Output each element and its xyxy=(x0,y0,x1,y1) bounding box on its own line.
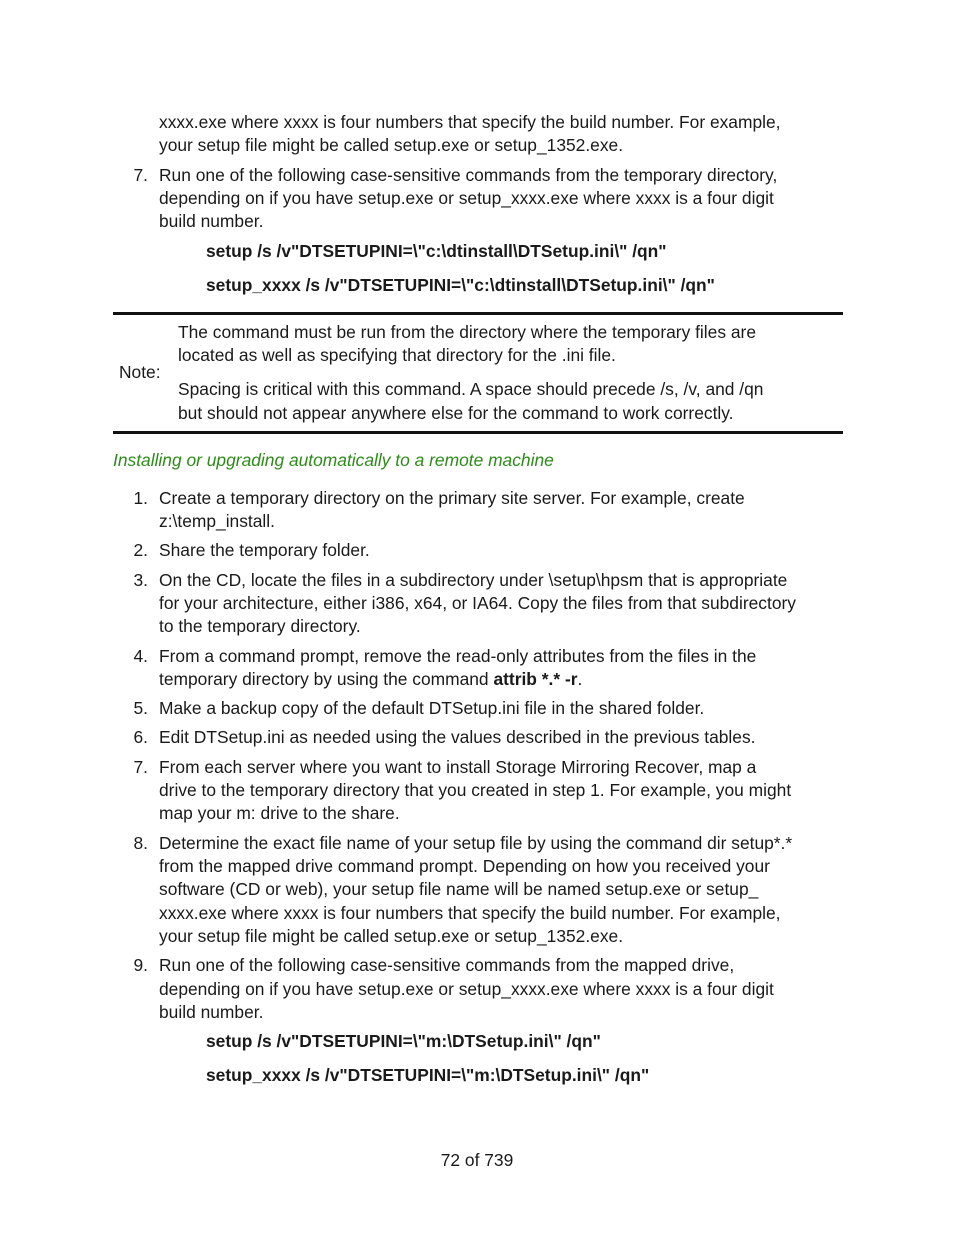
step-text-line: map your m: drive to the share. xyxy=(159,803,400,823)
note-text-line: located as well as specifying that directory for the .ini file. xyxy=(178,345,616,365)
step-text-line: build number. xyxy=(159,1002,264,1022)
step-text-line: Share the temporary folder. xyxy=(159,540,370,560)
note-text-line: Spacing is critical with this command. A space should precede /s, /v, and /qn xyxy=(178,379,764,399)
note-text-line: The command must be run from the directory where the temporary files are xyxy=(178,322,756,342)
step-text-line: your setup file might be called setup.exe or setup_1352.exe. xyxy=(159,926,624,946)
step-text-line: to the temporary directory. xyxy=(159,616,361,636)
step-text-line: build number. xyxy=(159,211,264,231)
step-text-line: On the CD, locate the files in a subdirectory under \setup\hpsm that is appropriate xyxy=(159,570,788,590)
page-number: 72 of 739 xyxy=(440,1150,514,1170)
step-text-line: Run one of the following case-sensitive commands from the temporary directory, xyxy=(159,165,778,185)
step-text-line: xxxx.exe where xxxx is four numbers that specify the build number. For example, xyxy=(159,903,781,923)
step-text-line xyxy=(159,668,582,691)
step-text-line: software (CD or web), your setup file name will be named setup.exe or setup_ xyxy=(159,879,759,899)
step-text-line: Create a temporary directory on the primary site server. For example, create xyxy=(159,488,745,508)
step-text-line: Make a backup copy of the default DTSetup.ini file in the shared folder. xyxy=(159,698,705,718)
step-number: 7. xyxy=(133,165,148,185)
intro-line: your setup file might be called setup.exe or setup_1352.exe. xyxy=(159,135,624,155)
step-text-segment: temporary directory by using the command xyxy=(159,669,494,689)
step-text-line: Run one of the following case-sensitive commands from the mapped drive, xyxy=(159,955,735,975)
note-bottom-rule xyxy=(113,431,843,434)
command-inline: attrib *.* -r xyxy=(493,669,578,689)
step-text-segment: . xyxy=(577,669,583,689)
command-line: setup_xxxx /s /v"DTSETUPINI=\"m:\DTSetup.ini\" /qn" xyxy=(206,1065,650,1085)
step-number: 3. xyxy=(133,570,148,590)
step-number: 9. xyxy=(133,955,148,975)
step-text-line: Determine the exact file name of your setup file by using the command dir setup*.* xyxy=(159,833,793,853)
step-number: 4. xyxy=(133,646,148,666)
step-text-line: From each server where you want to install Storage Mirroring Recover, map a xyxy=(159,757,757,777)
step-text-line: Edit DTSetup.ini as needed using the values described in the previous tables. xyxy=(159,727,756,747)
step-number: 7. xyxy=(133,757,148,777)
step-number: 2. xyxy=(133,540,148,560)
command-line: setup /s /v"DTSETUPINI=\"c:\dtinstall\DTSetup.ini\" /qn" xyxy=(206,241,667,261)
step-text-line: From a command prompt, remove the read-only attributes from the files in the xyxy=(159,646,757,666)
step-number: 1. xyxy=(133,488,148,508)
step-number: 8. xyxy=(133,833,148,853)
step-text-line: depending on if you have setup.exe or setup_xxxx.exe where xxxx is a four digit xyxy=(159,979,774,999)
step-number: 5. xyxy=(133,698,148,718)
note-text-line: but should not appear anywhere else for the command to work correctly. xyxy=(178,403,734,423)
section-heading: Installing or upgrading automatically to a remote machine xyxy=(113,450,554,470)
step-number: 6. xyxy=(133,727,148,747)
step-text-line: depending on if you have setup.exe or setup_xxxx.exe where xxxx is a four digit xyxy=(159,188,774,208)
command-line: setup /s /v"DTSETUPINI=\"m:\DTSetup.ini\" /qn" xyxy=(206,1031,601,1051)
step-text-line: for your architecture, either i386, x64, or IA64. Copy the files from that subdirectory xyxy=(159,593,796,613)
intro-line: xxxx.exe where xxxx is four numbers that specify the build number. For example, xyxy=(159,112,781,132)
note-top-rule xyxy=(113,312,843,315)
step-text-line: drive to the temporary directory that you created in step 1. For example, you might xyxy=(159,780,792,800)
note-label: Note: xyxy=(119,362,161,382)
step-text-line: z:\temp_install. xyxy=(159,511,275,531)
command-line: setup_xxxx /s /v"DTSETUPINI=\"c:\dtinstall\DTSetup.ini\" /qn" xyxy=(206,275,715,295)
step-text-line: from the mapped drive command prompt. Depending on how you received your xyxy=(159,856,770,876)
